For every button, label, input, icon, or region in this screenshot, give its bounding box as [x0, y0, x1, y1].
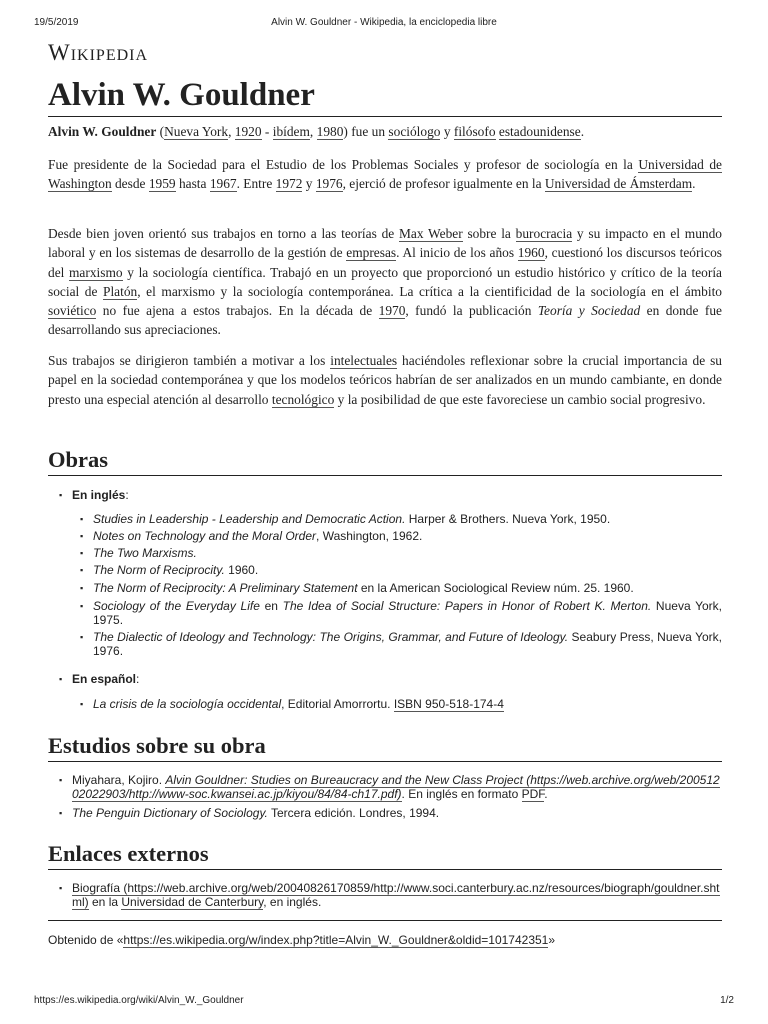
- link-estadounidense[interactable]: estadounidense: [498, 124, 581, 139]
- list-item: ▪ The Norm of Reciprocity. 1960.: [80, 563, 722, 577]
- list-item: ▪ La crisis de la sociología occidental, Editorial Amorrortu. ISBN 950-518-174-4: [80, 697, 722, 711]
- link-birth-year[interactable]: 1920: [234, 124, 262, 139]
- print-url: https://es.wikipedia.org/wiki/Alvin_W._Gouldner: [34, 995, 244, 1006]
- publication-title: Teoría y Sociedad: [537, 303, 641, 319]
- list-item: ▪ Notes on Technology and the Moral Order, Washington, 1962.: [80, 529, 722, 543]
- page-title: Alvin W. Gouldner: [48, 76, 722, 117]
- section-heading-estudios: Estudios sobre su obra: [48, 732, 722, 762]
- print-title: Alvin W. Gouldner - Wikipedia, la enciclopedia libre: [271, 17, 497, 28]
- link-filosofo[interactable]: filósofo: [453, 124, 496, 139]
- subject-name: Alvin W. Gouldner: [48, 124, 157, 139]
- link-death-year[interactable]: 1980: [316, 124, 344, 139]
- page-number: 1/2: [720, 995, 734, 1006]
- divider: [48, 920, 722, 921]
- link-empresas[interactable]: empresas: [346, 245, 397, 261]
- link-intelectuales[interactable]: intelectuales: [330, 353, 398, 368]
- link-pdf[interactable]: PDF: [521, 787, 545, 802]
- link-birth-place[interactable]: Nueva York: [164, 124, 229, 139]
- paragraph-intellectuals: Sus trabajos se dirigieron también a motivar a los intelectuales haciéndoles reflexionar sobre la crucial importancia de su papel en la sociedad contemporánea y que los modelos teóricos habrían de ser analizados en un mundo cambiante, en donde presto una especial atención al desarrollo tecnológico y la posibilidad de que este favoreciese un cambio social progresivo.: [48, 353, 722, 407]
- section-heading-enlaces: Enlaces externos: [48, 840, 722, 870]
- link-univ-canterbury[interactable]: Universidad de Canterbury: [121, 895, 264, 910]
- label-en-espanol: En español: [72, 672, 137, 686]
- link-biografia[interactable]: Biografía (https://web.archive.org/web/20040826170859/http://www.soci.canterbury.ac.nz/resources/biograph/gouldner.shtml): [72, 881, 720, 910]
- link-1972[interactable]: 1972: [275, 176, 303, 192]
- link-1976[interactable]: 1976: [315, 176, 343, 192]
- link-univ-washington[interactable]: Universidad de Washington: [48, 157, 722, 192]
- link-isbn-number[interactable]: 950-518-174-4: [421, 697, 504, 711]
- link-marxismo[interactable]: marxismo: [69, 264, 123, 280]
- link-sociologo[interactable]: sociólogo: [388, 124, 441, 139]
- retrieved-from: Obtenido de «https://es.wikipedia.org/w/index.php?title=Alvin_W._Gouldner&oldid=101742351»: [48, 933, 556, 947]
- list-item: ▪ The Norm of Reciprocity: A Preliminary Statement en la American Sociological Review núm. 25. 1960.: [80, 581, 722, 595]
- link-burocracia[interactable]: burocracia: [515, 226, 573, 241]
- print-date: 19/5/2019: [34, 17, 79, 28]
- link-sovietico[interactable]: soviético: [48, 303, 97, 319]
- link-1967[interactable]: 1967: [209, 176, 237, 192]
- list-item: ▪ Studies in Leadership - Leadership and Democratic Action. Harper & Brothers. Nueva York, 1950.: [80, 512, 722, 526]
- link-tecnologico[interactable]: tecnológico: [271, 391, 335, 407]
- list-item: ▪ The Two Marxisms.: [80, 546, 722, 560]
- list-item: ▪ Sociology of the Everyday Life en The Idea of Social Structure: Papers in Honor of Robert K. Merton. Nueva York, 1975.: [80, 599, 722, 627]
- link-1960[interactable]: 1960: [517, 245, 545, 261]
- paragraph-career: Fue presidente de la Sociedad para el Estudio de los Problemas Sociales y profesor de sociología en la Universidad de Washington desde 1959 hasta 1967. Entre 1972 y 1976, ejerció de profesor igualmente en la Universidad de Ámsterdam.: [48, 157, 722, 192]
- paragraph-research: Desde bien joven orientó sus trabajos en torno a las teorías de Max Weber sobre la burocracia y su impacto en el mundo laboral y en los sistemas de desarrollo de la gestión de empresas. Al inicio de los años 1960, cuestionó los discursos teóricos del marxismo y la sociología científica. Trabajó en un proyecto que proporcionó un estudio histórico y crítico de la teoría social de Platón, el marxismo y la sociología contemporánea. La crítica a la cientificidad de la sociología en el ámbito soviético no fue ajena a estos trabajos. En la década de 1970, fundó la publicación Teoría y Sociedad en donde fue desarrollando sus apreciaciones.: [48, 226, 723, 338]
- list-item: ▪ The Dialectic of Ideology and Technology: The Origins, Grammar, and Future of Ideology. Seabury Press, Nueva York, 1976.: [80, 630, 722, 658]
- link-1959[interactable]: 1959: [148, 176, 176, 192]
- link-platon[interactable]: Platón: [103, 283, 138, 299]
- link-miyahara-archive[interactable]: Alvin Gouldner: Studies on Bureaucracy and the New Class Project (https://web.archive.org/web/20051202022903/http://www-soc.kwansei.ac.jp/kiyou/84/84-ch17.pdf): [72, 773, 720, 802]
- link-1970[interactable]: 1970: [378, 303, 406, 319]
- link-isbn[interactable]: ISBN: [393, 697, 422, 711]
- print-header: [0, 17, 768, 31]
- section-heading-obras: Obras: [48, 446, 722, 476]
- link-max-weber[interactable]: Max Weber: [398, 226, 463, 241]
- label-en-ingles: En inglés: [72, 488, 126, 502]
- link-permanent-url[interactable]: https://es.wikipedia.org/w/index.php?title=Alvin_W._Gouldner&oldid=101742351: [123, 933, 549, 947]
- link-univ-amsterdam[interactable]: Universidad de Ámsterdam: [544, 176, 693, 192]
- link-death-place[interactable]: ibídem: [272, 124, 310, 139]
- intro-paragraph: Alvin W. Gouldner (Nueva York, 1920 - ibídem, 1980) fue un sociólogo y filósofo estadounidense.: [48, 124, 585, 139]
- wikipedia-wordmark[interactable]: Wikipedia: [48, 40, 149, 65]
